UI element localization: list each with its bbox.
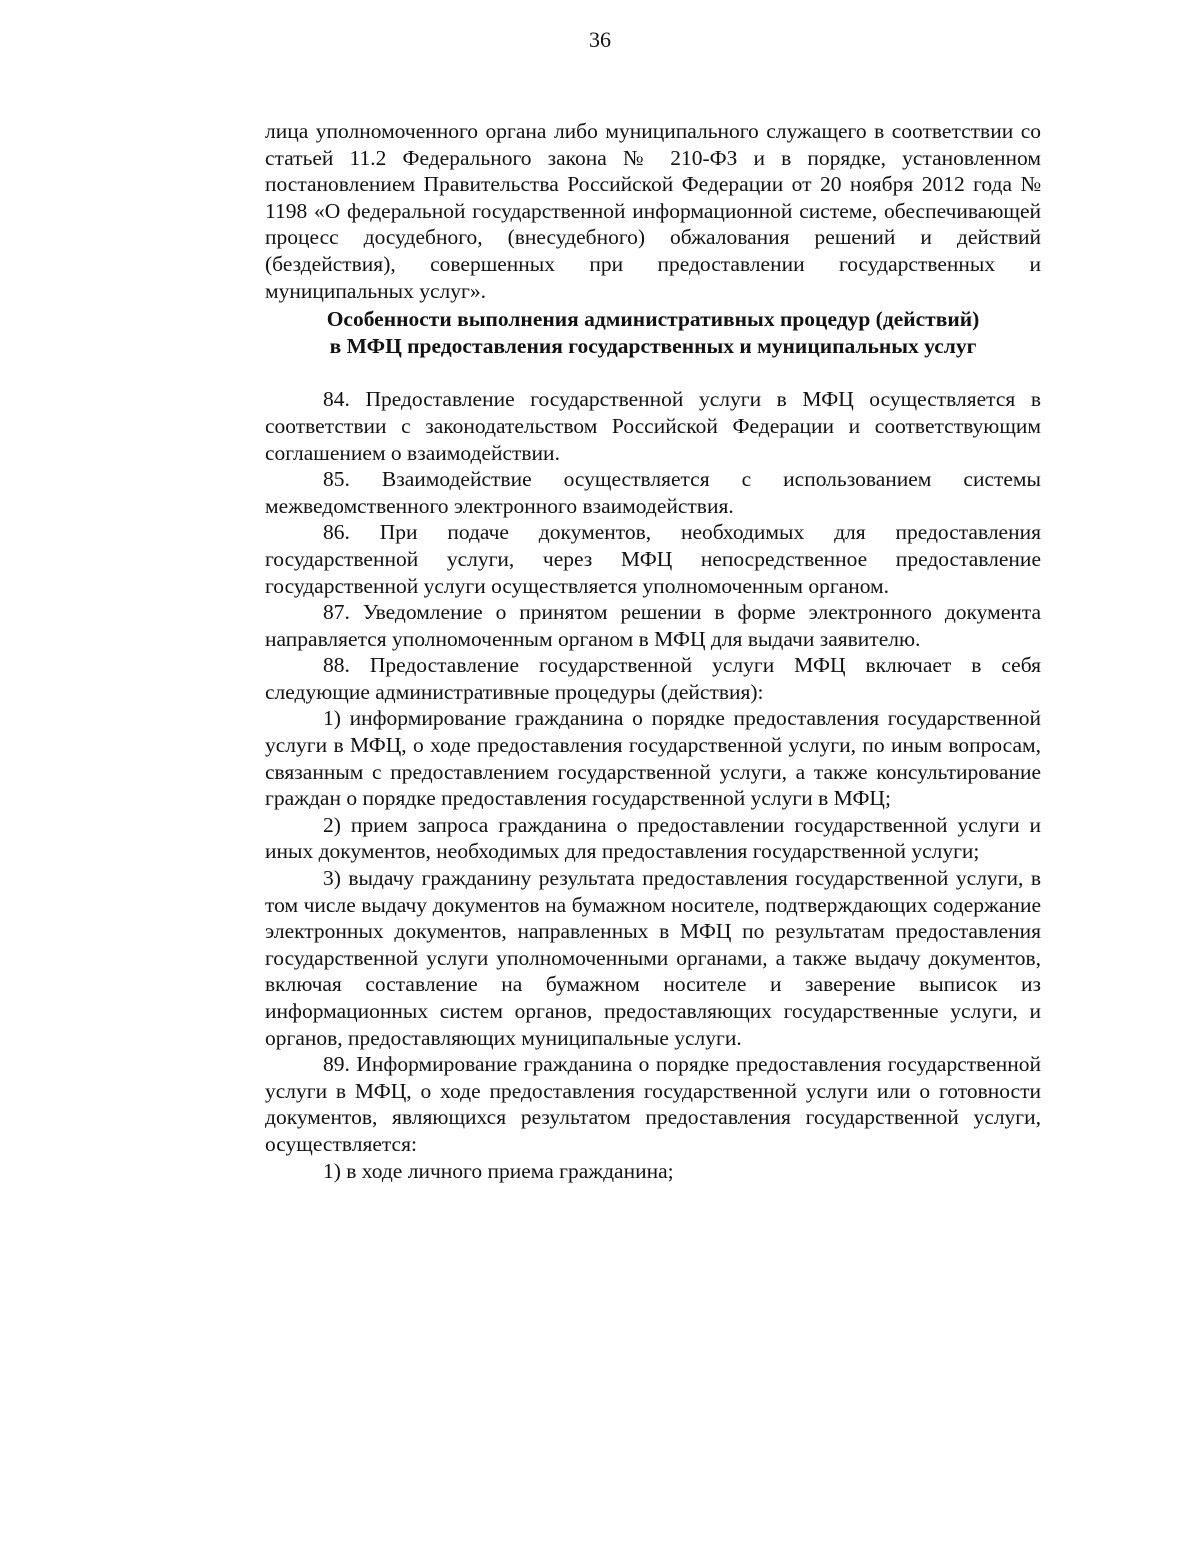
section-heading-line-2: в МФЦ предоставления государственных и муниципальных услуг [329, 333, 977, 358]
list-item-88-1: 1) информирование гражданина о порядке предоставления государственной услуги в МФЦ, о ходе предоставления государственной услуги, по иным вопросам, связанным с предоставлением государственной услуги, а также консультирование граждан о порядке предоставления государственной услуги в МФЦ; [265, 706, 1041, 811]
paragraph-88: 88. Предоставление государственной услуги МФЦ включает в себя следующие административные процедуры (действия): [265, 653, 1041, 704]
paragraph-84: 84. Предоставление государственной услуги в МФЦ осуществляется в соответствии с законодательством Российской Федерации и соответствующим соглашением о взаимодействии. [265, 387, 1041, 465]
page-number: 36 [589, 27, 611, 52]
list-item-88-3: 3) выдачу гражданину результата предоставления государственной услуги, в том числе выдачу документов на бумажном носителе, подтверждающих содержание электронных документов, направленных в МФЦ по результатам предоставления государственной услуги уполномоченными органами, а также выдачу документов, включая составление на бумажном носителе и заверение выписок из информационных систем органов, предоставляющих государственные услуги, и органов, предоставляющих муниципальные услуги. [265, 866, 1041, 1050]
list-item-88-2: 2) прием запроса гражданина о предоставлении государственной услуги и иных документов, необходимых для предоставления государственной услуги; [265, 812, 1041, 864]
paragraph-89: 89. Информирование гражданина о порядке предоставления государственной услуги в МФЦ, о ходе предоставления государственной услуги или о готовности документов, являющихся результатом предоставления государственной услуги, осуществляется: [265, 1052, 1041, 1156]
paragraph-87: 87. Уведомление о принятом решении в форме электронного документа направляется уполномоченным органом в МФЦ для выдачи заявителю. [265, 600, 1041, 651]
paragraph-85: 85. Взаимодействие осуществляется с использованием системы межведомственного электронного взаимодействия. [265, 467, 1041, 518]
paragraph-86: 86. При подаче документов, необходимых для предоставления государственной услуги, через МФЦ непосредственное предоставление государственной услуги осуществляется уполномоченным органом. [265, 520, 1041, 598]
section-heading-line-1: Особенности выполнения административных процедур (действий) [326, 307, 980, 332]
list-item-89-1: 1) в ходе личного приема гражданина; [323, 1158, 674, 1183]
opening-paragraph: лица уполномоченного органа либо муниципального служащего в соответствии со статьей 11.2 Федерального закона № 210-ФЗ и в порядке, установленном постановлением Правительства Российской Федерации от 20 ноября 2012 года № 1198 «О федеральной государственной информационной системе, обеспечивающей процесс досудебного, (внесудебного) обжалования решений и действий (бездействия), совершенных при предоставлении государственных и муниципальных услуг». [265, 119, 1041, 303]
document-body [265, 118, 1041, 1184]
section-heading [265, 306, 1041, 359]
